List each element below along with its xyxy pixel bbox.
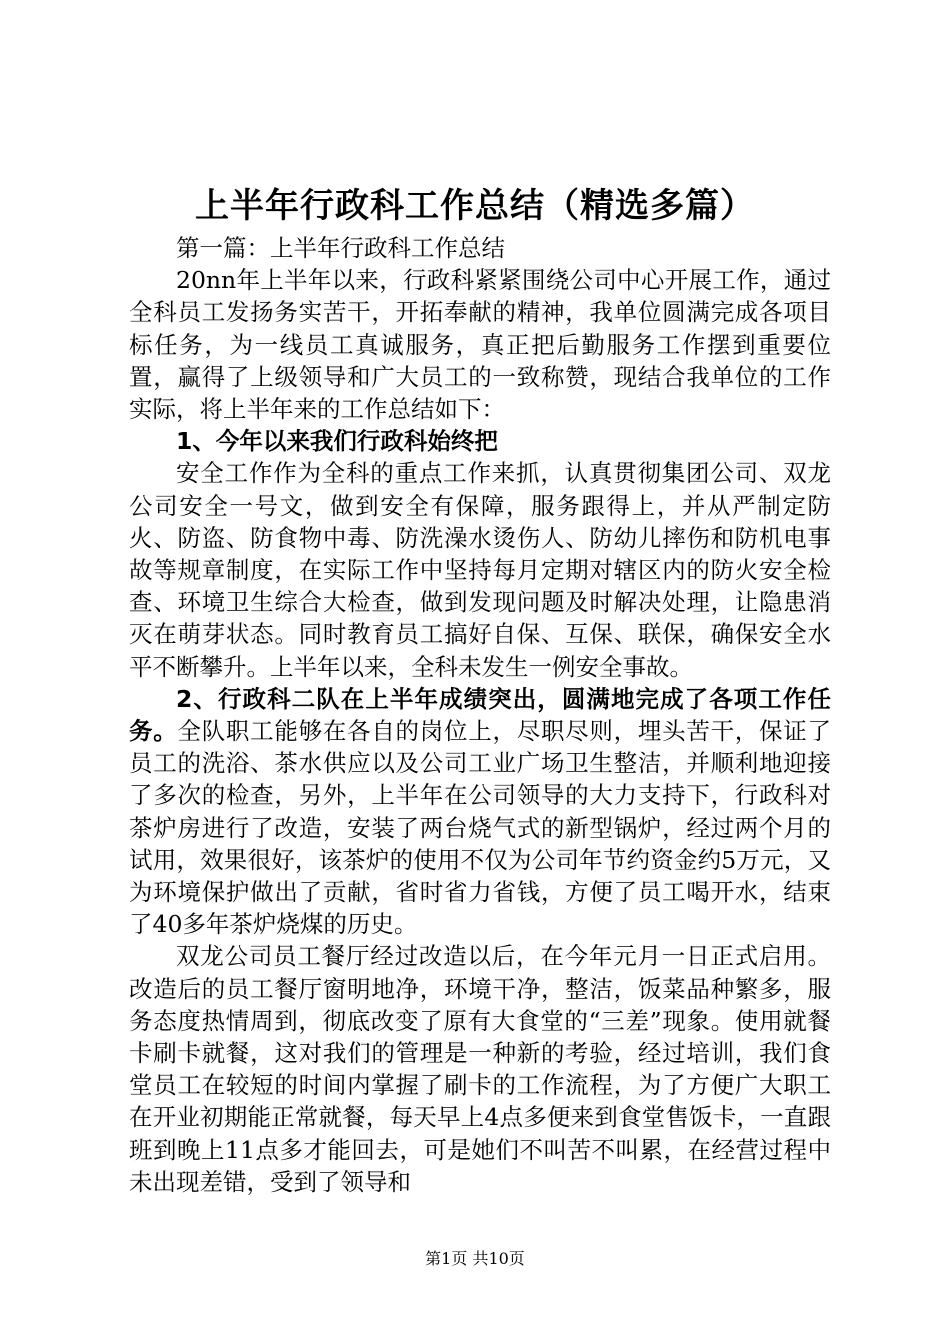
chapter-heading: 第一篇：上半年行政科工作总结: [176, 234, 505, 262]
body-paragraph-intro: 20nn年上半年以来，行政科紧紧围绕公司中心开展工作，通过全科员工发扬务实苦干，开拓奉献的精神，我单位圆满完成各项目标任务，为一线员工真诚服务，真正把后勤服务工作摆到重要位置，赢得了上级领导和广大员工的一致称赞，现结合我单位的工作实际，将上半年来的工作总结如下：: [129, 266, 831, 424]
document-title: 上半年行政科工作总结（精选多篇）: [195, 186, 755, 226]
section-heading-2: 2、行政科二队在上半年成绩突出，圆满地完成了各项工作任务。: [129, 684, 831, 746]
section-heading-1: 1、今年以来我们行政科始终把: [176, 427, 498, 456]
body-paragraph-team-two: [129, 683, 831, 941]
body-paragraph-team-two-text: 全队职工能够在各自的岗位上，尽职尽则，埋头苦干，保证了员工的洗浴、茶水供应以及公司工业广场卫生整洁，并顺利地迎接了多次的检查，另外，上半年在公司领导的大力支持下，行政科对茶炉房进行了改造，安装了两台烧气式的新型锅炉，经过两个月的试用，效果很好，该茶炉的使用不仅为公司年节约资金约5万元，又为环境保护做出了贡献，省时省力省钱，方便了员工喝开水，结束了40多年茶炉烧煤的历史。: [129, 717, 832, 939]
document-body: [129, 232, 831, 1198]
page-footer: 第1页 共10页: [425, 1249, 525, 1268]
body-paragraph-safety: 安全工作作为全科的重点工作来抓，认真贯彻集团公司、双龙公司安全一号文，做到安全有保障，服务跟得上，并从严制定防火、防盗、防食物中毒、防洗澡水烫伤人、防幼儿摔伤和防机电事故等规章制度，在实际工作中坚持每月定期对辖区内的防火安全检查、环境卫生综合大检查，做到发现问题及时解决处理，让隐患消灭在萌芽状态。同时教育员工搞好自保、互保、联保，确保安全水平不断攀升。上半年以来，全科未发生一例安全事故。: [129, 459, 831, 681]
body-paragraph-canteen: 双龙公司员工餐厅经过改造以后，在今年元月一日正式启用。改造后的员工餐厅窗明地净，环境干净，整洁，饭菜品种繁多，服务态度热情周到，彻底改变了原有大食堂的“三差”现象。使用就餐卡刷卡就餐，这对我们的管理是一种新的考验，经过培训，我们食堂员工在较短的时间内掌握了刷卡的工作流程，为了方便广大职工在开业初期能正常就餐，每天早上4点多便来到食堂售饭卡，一直跟班到晚上11点多才能回去，可是她们不叫苦不叫累，在经营过程中未出现差错，受到了领导和: [129, 942, 831, 1196]
